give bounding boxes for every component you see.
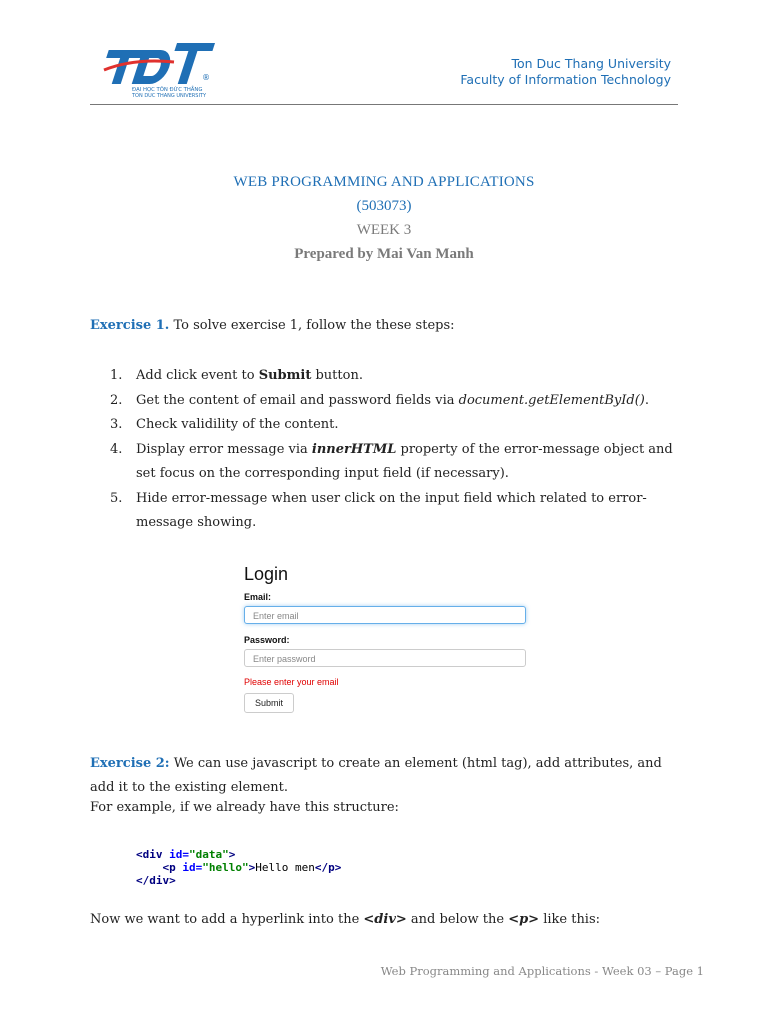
exercise2-text: We can use javascript to create an element (html tag), add attributes, and add it to the existing element. — [90, 756, 662, 795]
svg-text:®: ® — [202, 73, 210, 82]
exercise2-example: For example, if we already have this structure: — [90, 800, 399, 815]
tdt-logo-icon — [94, 40, 222, 102]
email-label: Email: — [244, 592, 272, 602]
course-code: (503073) — [356, 198, 412, 214]
error-message: Please enter your email — [244, 677, 339, 687]
exercise2-label: Exercise 2: — [90, 756, 170, 771]
exercise2-followup: Now we want to add a hyperlink into the <div> and below the <p> like this: — [90, 912, 601, 927]
document-title-block — [0, 170, 768, 266]
svg-text:TON DUC THANG UNIVERSITY: TON DUC THANG UNIVERSITY — [132, 93, 207, 99]
exercise1-steps — [110, 364, 682, 536]
password-input[interactable]: Enter password — [244, 649, 526, 667]
university-header — [460, 56, 671, 88]
password-label: Password: — [244, 635, 290, 645]
step-item: 5. Hide error-message when user click on the input field which related to error-message showing. — [110, 490, 647, 530]
code-line: <p id="hello">Hello men</p> — [162, 861, 342, 874]
exercise2-paragraph — [90, 752, 680, 800]
header-divider — [90, 104, 678, 105]
step-item: 3. Check validility of the content. — [110, 417, 339, 432]
code-block — [136, 848, 341, 887]
faculty-name: Faculty of Information Technology — [460, 72, 671, 87]
step-item: 1. Add click event to Submit button. — [110, 368, 363, 383]
email-input[interactable]: Enter email — [244, 606, 526, 624]
step-item: 2. Get the content of email and password fields via document.getElementById(). — [110, 392, 650, 408]
step-item: 4. Display error message via innerHTML property of the error-message object and set focus on the corresponding input field (if necessary). — [110, 441, 673, 481]
code-line: </div> — [136, 874, 176, 887]
login-title: Login — [244, 564, 289, 584]
exercise1-label: Exercise 1. — [90, 318, 170, 333]
exercise1-intro — [90, 318, 455, 333]
week-label: WEEK 3 — [356, 222, 412, 238]
submit-button[interactable]: Submit — [244, 693, 294, 713]
exercise1-intro-text: To solve exercise 1, follow the these steps: — [169, 318, 455, 333]
page-footer: Web Programming and Applications - Week 03 – Page 1 — [380, 964, 704, 978]
code-line: <div id="data"> — [136, 848, 236, 861]
login-form-screenshot — [236, 560, 534, 722]
university-logo — [94, 40, 222, 102]
prepared-by: Prepared by Mai Van Manh — [294, 246, 474, 262]
course-title: WEB PROGRAMMING AND APPLICATIONS — [233, 174, 535, 190]
university-name: Ton Duc Thang University — [511, 56, 671, 71]
svg-text:ĐẠI HỌC TÔN ĐỨC THẮNG: ĐẠI HỌC TÔN ĐỨC THẮNG — [132, 87, 203, 93]
